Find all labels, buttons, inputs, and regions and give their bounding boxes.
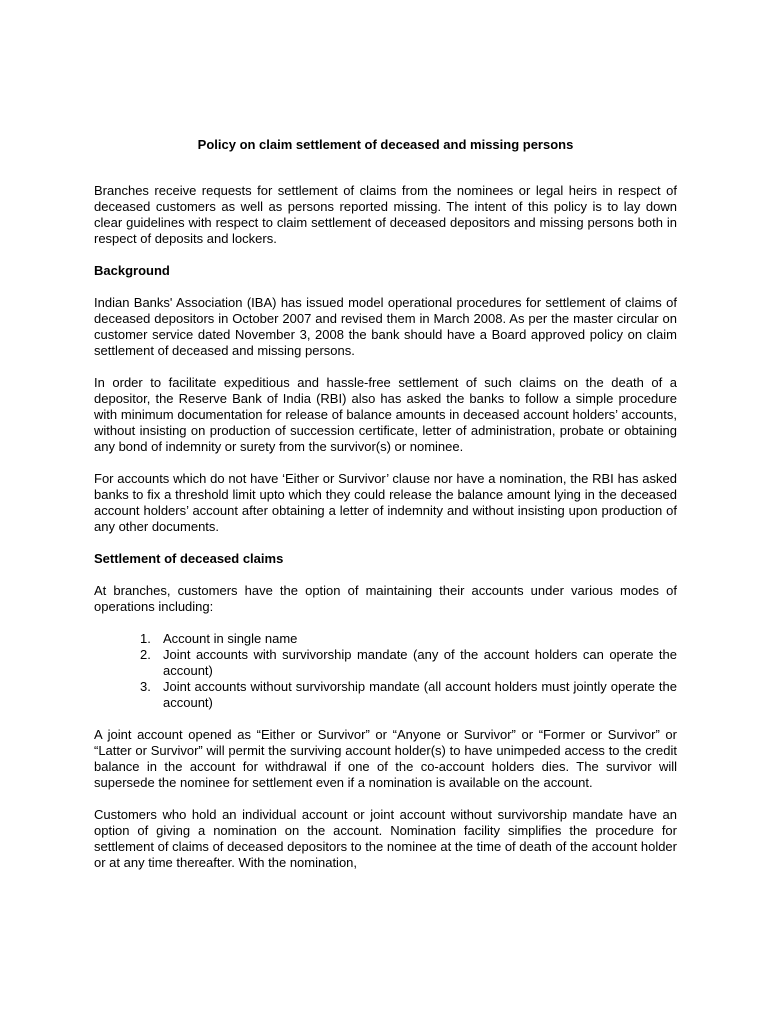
list-item (94, 679, 677, 711)
document-title: Policy on claim settlement of deceased and missing persons (197, 137, 574, 152)
list-item (94, 631, 677, 647)
settlement-heading: Settlement of deceased claims (94, 551, 284, 566)
list-item (94, 647, 677, 679)
document-body (94, 136, 677, 887)
list-item-number: 3. (140, 679, 151, 694)
background-paragraph-2: In order to facilitate expeditious and hassle-free settlement of such claims on the death of a depositor, the Reserve Bank of India (RBI) also has asked the banks to follow a simple procedure with minimum documentation for release of balance amounts in deceased account holders’ accounts, without insisting on production of succession certificate, letter of administration, probate or obtaining any bond of indemnity or surety from the survivor(s) or nominee. (94, 375, 677, 454)
list-item-text: Joint accounts with survivorship mandate (any of the account holders can operate the account) (163, 647, 677, 678)
background-heading: Background (94, 263, 170, 278)
list-item-text: Account in single name (163, 631, 298, 646)
intro-paragraph: Branches receive requests for settlement of claims from the nominees or legal heirs in respect of deceased customers as well as persons reported missing. The intent of this policy is to lay down clear guidelines with respect to claim settlement of deceased depositors and missing persons both in respect of deposits and lockers. (94, 183, 677, 246)
modes-list (94, 631, 677, 711)
list-item-text: Joint accounts without survivorship mandate (all account holders must jointly operate the account) (163, 679, 677, 710)
list-item-number: 2. (140, 647, 151, 662)
settlement-paragraph-1: At branches, customers have the option of maintaining their accounts under various modes of operations including: (94, 583, 677, 614)
list-item-number: 1. (140, 631, 151, 646)
background-paragraph-1: Indian Banks' Association (IBA) has issued model operational procedures for settlement of claims of deceased depositors in October 2007 and revised them in March 2008. As per the master circular on customer service dated November 3, 2008 the bank should have a Board approved policy on claim settlement of deceased and missing persons. (94, 295, 677, 358)
background-paragraph-3: For accounts which do not have ‘Either or Survivor’ clause nor have a nomination, the RBI has asked banks to fix a threshold limit upto which they could release the balance amount lying in the deceased account holders’ account after obtaining a letter of indemnity and without insisting upon production of any other documents. (94, 471, 677, 534)
settlement-paragraph-3: Customers who hold an individual account or joint account without survivorship mandate have an option of giving a nomination on the account. Nomination facility simplifies the procedure for settlement of claims of deceased depositors to the nominee at the time of death of the account holder or at any time thereafter. With the nomination, (94, 807, 677, 870)
settlement-paragraph-2: A joint account opened as “Either or Survivor” or “Anyone or Survivor” or “Former or Survivor” or “Latter or Survivor” will permit the surviving account holder(s) to have unimpeded access to the credit balance in the account for withdrawal if one of the co-account holders dies. The survivor will supersede the nominee for settlement even if a nomination is available on the account. (94, 727, 677, 790)
